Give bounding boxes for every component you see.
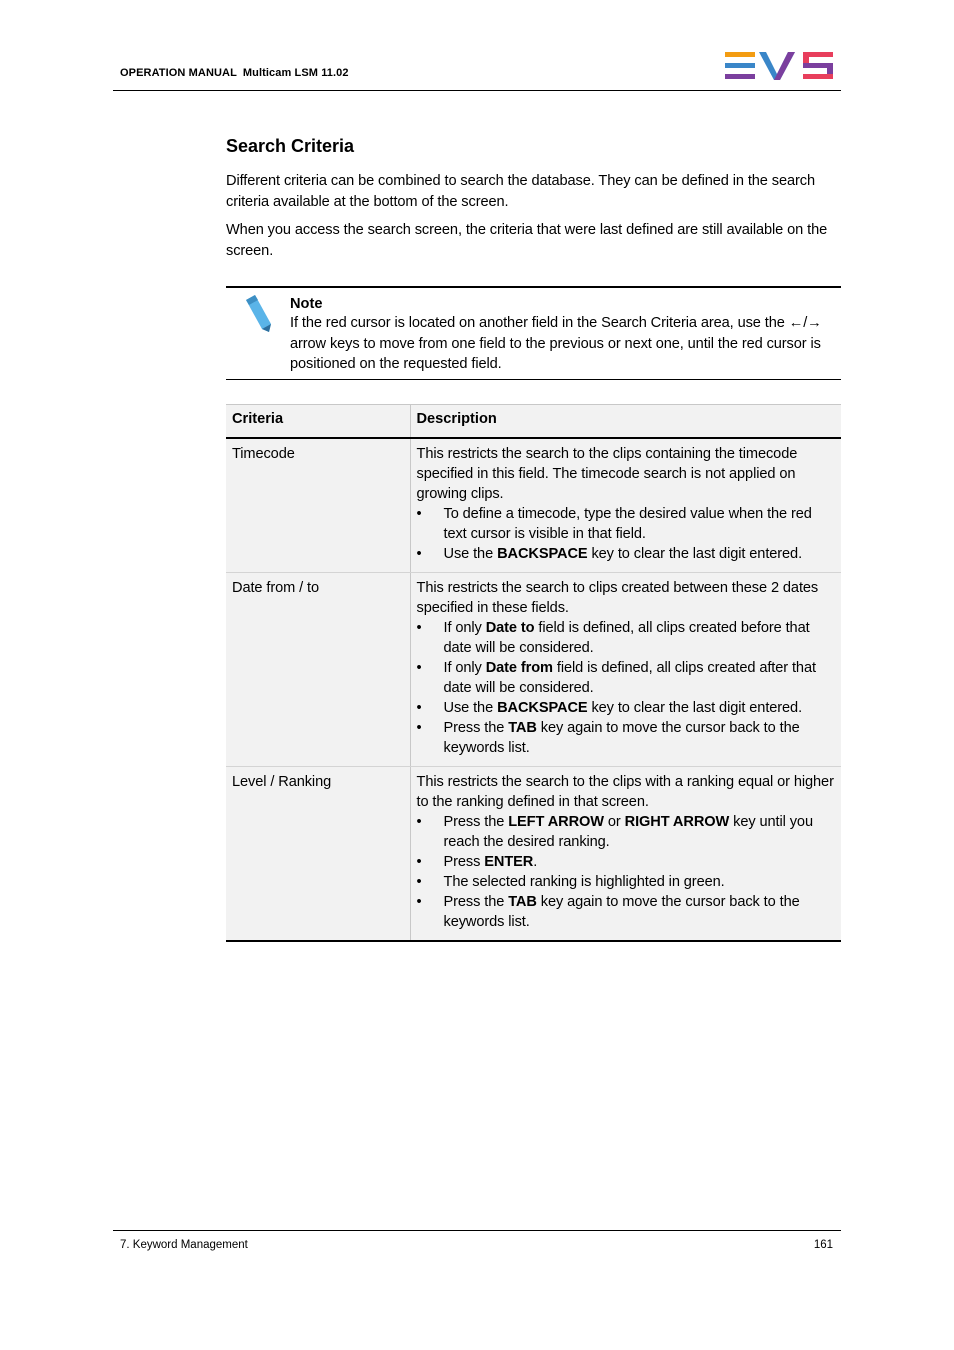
page-header [113,0,841,91]
criteria-table [226,404,841,942]
evs-logo [725,52,835,82]
description-text: This restricts the search to the clips containing the timecode specified in this field. The timecode search is not applied on growing clips. [416,445,798,502]
column-header-criteria: Criteria [226,405,410,438]
description-text: This restricts the search to the clips with a ranking equal or higher to the ranking defined in that screen. [416,773,834,810]
list-item: • Press the LEFT ARROW or RIGHT ARROW key until you reach the desired ranking. [417,812,836,852]
note-box [226,286,841,380]
list-item: • Press ENTER. [417,852,836,872]
bullet-list [417,618,836,758]
intro-paragraph: Different criteria can be combined to search the database. They can be defined in the search criteria available at the bottom of the screen. [226,173,815,210]
main-content [226,134,841,269]
header-title: OPERATION MANUAL Multicam LSM 11.02 [120,67,349,79]
list-item: • If only Date from field is defined, all clips created after that date will be considered. [417,658,836,698]
note-title: Note [290,296,323,312]
criteria-cell: Date from / to [226,572,410,766]
list-item: • If only Date to field is defined, all clips created before that date will be considered. [417,618,836,658]
list-item: • Use the BACKSPACE key to clear the last digit entered. [417,544,836,564]
bullet-list [417,504,836,564]
criteria-cell: Level / Ranking [226,766,410,941]
description-cell [410,572,841,766]
list-item: • The selected ranking is highlighted in green. [417,872,836,892]
table-row [226,438,841,573]
list-item: • To define a timecode, type the desired value when the red text cursor is visible in that field. [417,504,836,544]
list-item: • Press the TAB key again to move the cursor back to the keywords list. [417,718,836,758]
page-footer [113,1230,841,1251]
description-cell [410,766,841,941]
footer-chapter: 7. Keyword Management [120,1239,248,1251]
column-header-description: Description [410,405,841,438]
pencil-icon [243,294,273,334]
list-item: • Press the TAB key again to move the cursor back to the keywords list. [417,892,836,932]
section-title: Search Criteria [226,136,355,156]
description-text: This restricts the search to clips created between these 2 dates specified in these fields. [416,579,819,616]
intro-paragraph: When you access the search screen, the criteria that were last defined are still available on the screen. [226,222,828,259]
bullet-list [417,812,836,932]
criteria-cell: Timecode [226,438,410,573]
table-header-row [226,405,841,438]
list-item: • Use the BACKSPACE key to clear the last digit entered. [417,698,836,718]
page-number: 161 [813,1239,833,1251]
table-row [226,572,841,766]
note-text: If the red cursor is located on another field in the Search Criteria area, use the ←/→ arrow keys to move from one field to the previous or next one, until the red cursor is positioned on the requested field. [290,315,822,372]
description-cell [410,438,841,573]
table-row [226,766,841,941]
